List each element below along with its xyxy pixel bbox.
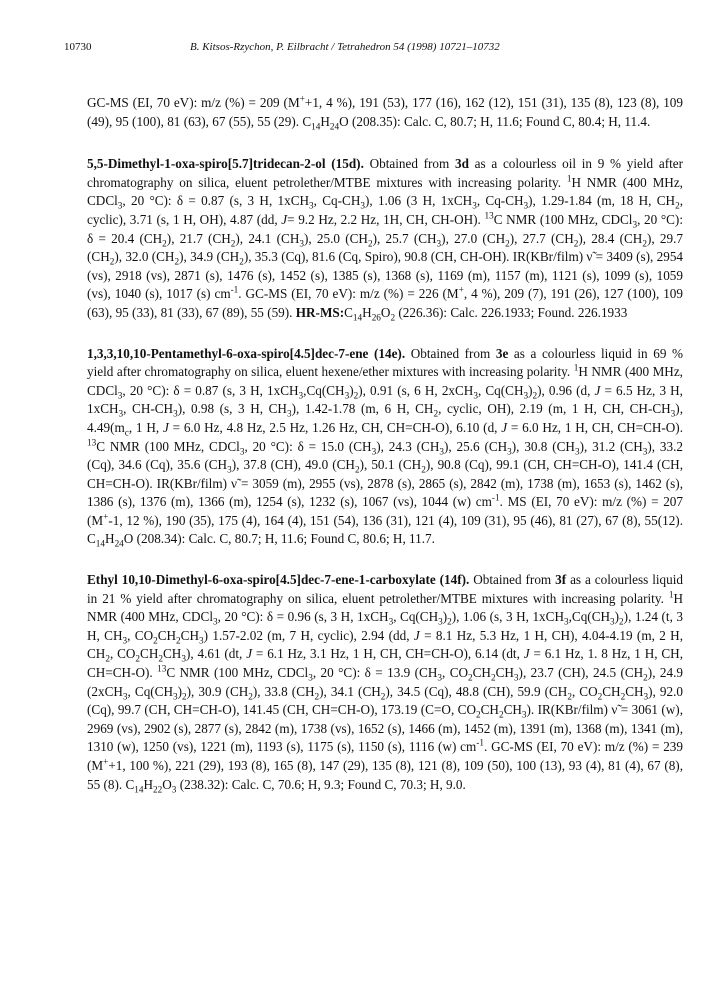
- paragraph-compound-15d: [87, 155, 683, 322]
- compound-title: Ethyl 10,10-Dimethyl-6-oxa-spiro[4.5]dec-7-ene-1-carboxylate (14f).: [87, 572, 470, 588]
- paragraph-text: GC-MS (EI, 70 eV): m/z (%) = 209 (M++1, 4 %), 191 (53), 177 (16), 162 (12), 151 (31), 135 (8), 123 (8), 109 (49), 95 (100), 81 (63), 67 (55), 55 (29). $C_{14}H_{24}O$ (208.35): Calc. C, 80.7; H, 11.6; Found C, 80.4; H, 11.4.: [87, 93, 683, 132]
- page-body: [87, 94, 683, 816]
- paragraph-compound-14f: [87, 571, 683, 794]
- paragraph-gcms-continued: [87, 94, 683, 131]
- page-number: 10730: [64, 41, 92, 53]
- paragraph-text: Obtained from 3f as a colourless liquid in 21 % yield after chromatography on silica, eluent petrolether/MTBE mixtures with increasing polarity. $^1$H NMR (400 MHz, CDCl$_3$, 20 °C): δ = 0.96 (s, 3 H, 1xCH$_3$, $Cq(CH_3)_2$), 1.06 (s, 3 H, $1xCH_3,Cq(CH_3)_2$), 1.24 (t, 3 H, $CH_3$, $CO_2CH_2CH_3$) 1.57-2.02 (m, 7 H, cyclic), 2.94 (dd, J = 8.1 Hz, 5.3 Hz, 1 H, CH), 4.04-4.19 (m, 2 H, $CH_2$, $CO_2CH_2CH_3$), 4.61 (dt, J = 6.1 Hz, 3.1 Hz, 1 H, CH, CH=CH-O), 6.14 (dt, J = 6.1 Hz, 1. 8 Hz, 1 H, CH, CH=CH-O). $^{13}$C NMR (100 MHz, CDCl$_3$, 20 °C): δ = 13.9 ($CH_3$, $CO_2CH_2CH_3$), 23.7 (CH), 24.5 $(CH_2)$, 24.9 (2xCH$_3$, $Cq(CH_3)_2$), 30.9 $(CH_2)$, 33.8 $(CH_2)$, 34.1 $(CH_2)$, 34.5 (Cq), 48.8 (CH), 59.9 ($CH_2$, $CO_2CH_2CH_3$), 92.0 (Cq), 99.7 (CH, CH=CH-O), 141.45 (CH, CH=CH-O), 173.19 (C=O, $CO_2CH_2CH_3$). IR(KBr/film) ν̃ = 3061 (w), 2969 (vs), 2902 (s), 2877 (s), 2842 (m), 1738 (vs), 1652 (s), 1466 (m), 1452 (m), 1391 (m), 1368 (m), 1341 (m), 1310 (w), 1250 (vs), 1221 (m), 1193 (s), 1175 (s), 1150 (s), 1116 (w) $cm^{-1}$. GC-MS (EI, 70 eV): m/z (%) = 239 (M++1, 100 %), 221 (29), 193 (8), 165 (8), 147 (29), 135 (8), 121 (8), 109 (50), 100 (13), 93 (4), 81 (4), 67 (8), 55 (8). $C_{14}H_{22}O_3$ (238.32): Calc. C, 70.6; H, 9.3; Found C, 70.3; H, 9.0.: [87, 572, 683, 795]
- compound-title: 1,3,3,10,10-Pentamethyl-6-oxa-spiro[4.5]dec-7-ene (14e).: [87, 345, 406, 361]
- paragraph-text: Obtained from 3d as a colourless oil in 9 % yield after chromatography on silica, eluent petrolether/MTBE mixtures with increasing polarity. $^1$H NMR (400 MHz, CDCl$_3$, 20 °C): δ = 0.87 (s, 3 H, 1xCH$_3$, $Cq-CH_3$), 1.06 (3 H, 1xCH$_3$, $Cq-CH_3$), 1.29-1.84 (m, 18 H, $CH_2$, cyclic), 3.71 (s, 1 H, OH), 4.87 (dd, J= 9.2 Hz, 2.2 Hz, 1H, CH, CH-OH). $^{13}$C NMR (100 MHz, CDCl$_3$, 20 °C): δ = 20.4 $(CH_2)$, 21.7 $(CH_2)$, 24.1 $(CH_3)$, 25.0 $(CH_2)$, 25.7 $(CH_3)$, 27.0 $(CH_2)$, 27.7 $(CH_2)$, 28.4 $(CH_2)$, 29.7 $(CH_2)$, 32.0 $(CH_2)$, 34.9 $(CH_2)$, 35.3 (Cq), 81.6 (Cq, Spiro), 90.8 (CH, CH-OH). IR(KBr/film) ν̃ = 3409 (s), 2954 (vs), 2918 (vs), 2871 (s), 1476 (s), 1452 (s), 1385 (s), 1368 (s), 1169 (m), 1157 (m), 1121 (s), 1099 (s), 1059 (vs), 1040 (s), 1017 (s) $cm^{-1}$. GC-MS (EI, 70 eV): m/z (%) = 226 (M+, 4 %), 209 (7), 191 (26), 127 (100), 109 (63), 95 (33), 81 (33), 67 (89), 55 (59). $HR-MS:C_{14}H_{26}O_2$ (226.36): Calc. 226.1933; Found. 226.1933: [87, 156, 684, 323]
- running-head: B. Kitsos-Rzychon, P. Eilbracht / Tetrahedron 54 (1998) 10721–10732: [190, 41, 500, 53]
- paragraph-text: Obtained from 3e as a colourless liquid in 69 % yield after chromatography on silica, eluent hexene/ether mixtures with increasing polarity. $^1$H NMR (400 MHz, CDCl$_3$, 20 °C): δ = 0.87 (s, 3 H, $1xCH_3,Cq(CH_3)_2$), 0.91 (s, 6 H, 2xCH$_3$, $Cq(CH_3)_2$), 0.96 (d, J = 6.5 Hz, 3 H, 1xCH$_3$, $CH-CH_3$), 0.98 (s, 3 H, $CH_3$), 1.42-1.78 (m, 6 H, $CH_2$, cyclic, OH), 2.19 (m, 1 H, CH, $CH-CH_3$), $4.49(m_c$, 1 H, J = 6.0 Hz, 4.8 Hz, 2.5 Hz, 1.26 Hz, CH, CH=CH-O), 6.10 (d, J = 6.0 Hz, 1 H, CH, CH=CH-O). $^{13}$C NMR (100 MHz, CDCl$_3$, 20 °C): δ = 15.0 $(CH_3)$, 24.3 $(CH_3)$, 25.6 $(CH_3)$, 30.8 $(CH_3)$, 31.2 $(CH_3)$, 33.2 (Cq), 34.6 (Cq), 35.6 $(CH_3)$, 37.8 (CH), 49.0 $(CH_2)$, 50.1 $(CH_2)$, 90.8 (Cq), 99.1 (CH, CH=CH-O), 141.4 (CH, CH=CH-O). IR(KBr/film) ν̃ = 3059 (m), 2955 (vs), 2878 (s), 2865 (s), 2842 (m), 1738 (m), 1653 (s), 1462 (s), 1386 (s), 1376 (m), 1366 (m), 1254 (s), 1232 (s), 1067 (vs), 1044 (w) $cm^{-1}$. MS (EI, 70 eV): m/z (%) = 207 (M+-1, 12 %), 190 (35), 175 (4), 164 (4), 151 (54), 136 (31), 121 (4), 109 (31), 95 (46), 81 (27), 67 (8), 55(12). $C_{14}H_{24}O$ (208.34): Calc. C, 80.7; H, 11.6; Found C, 80.6; H, 11.7.: [87, 345, 684, 550]
- compound-title: 5,5-Dimethyl-1-oxa-spiro[5.7]tridecan-2-ol (15d).: [87, 156, 364, 172]
- paragraph-compound-14e: [87, 345, 683, 550]
